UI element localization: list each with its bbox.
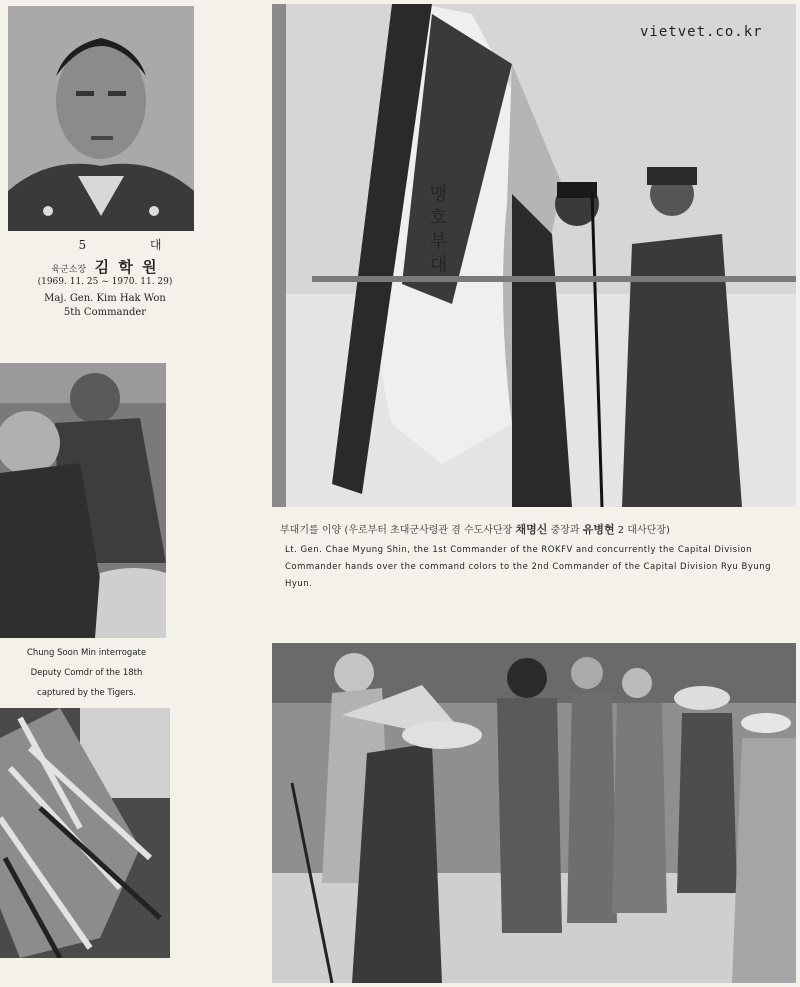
portrait-name-line xyxy=(10,256,200,277)
main-caption-ko xyxy=(280,521,795,537)
portrait-photo xyxy=(8,6,194,231)
left-caption xyxy=(4,643,169,703)
watermark: vietvet.co.kr xyxy=(640,24,763,40)
portrait-commander-en: 5th Commander xyxy=(63,307,147,318)
portrait-name-ko: 김 학 원 xyxy=(94,258,159,276)
main-caption-ko-name2: 유병현 xyxy=(582,523,615,536)
village-photo xyxy=(272,643,796,983)
main-caption-ko-name1: 채명신 xyxy=(515,523,548,536)
main-caption-en: Lt. Gen. Chae Myung Shin, the 1st Commander of the ROKFV and concurrently the Capital Division Commander hands over the command colors to the 2nd Commander of the Capital Division Ryu Byung Hyun. xyxy=(285,545,772,589)
main-caption-ko-mid: 중장과 xyxy=(547,525,583,536)
portrait-name-en xyxy=(10,292,200,320)
wreckage-photo xyxy=(0,708,170,958)
main-caption-ko-suffix: 2 대사단장) xyxy=(614,525,670,536)
portrait-rank-number: 5 대 xyxy=(78,238,192,252)
left-caption-line3: captured by the Tigers. xyxy=(37,688,136,698)
portrait-dates: (1969. 11. 25 ~ 1970. 11. 29) xyxy=(37,277,173,287)
flag-ceremony-photo xyxy=(272,4,796,507)
portrait-rank-title: 육군소장 xyxy=(51,265,87,275)
interrogation-photo xyxy=(0,363,166,638)
left-caption-line1: Chung Soon Min interrogate xyxy=(26,648,147,658)
portrait-name-en-line: Maj. Gen. Kim Hak Won xyxy=(44,293,166,304)
left-caption-line2: Deputy Comdr of the 18th xyxy=(30,668,143,678)
main-caption-ko-prefix: 부대기를 이양 (우로부터 초대군사령관 겸 수도사단장 xyxy=(280,525,516,536)
flag-text: 맹 호 부 대 xyxy=(426,184,448,274)
